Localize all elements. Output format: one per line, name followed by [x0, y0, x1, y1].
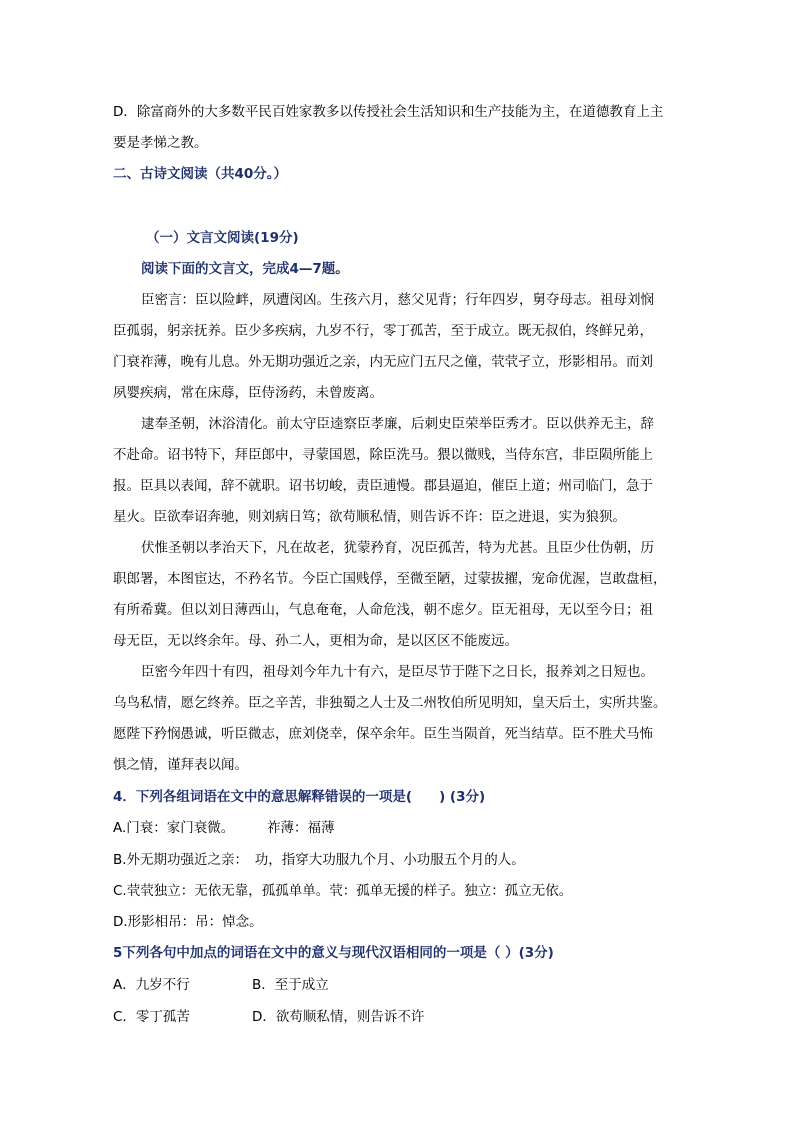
question-4-option-a-second: 祚薄：福薄 [267, 820, 335, 836]
question-5-option-a: A．九岁不行 [113, 977, 190, 993]
question-5-stem: 5下列各句中加点的词语在文中的意义与现代汉语相同的一项是（ ）(3分) [113, 945, 554, 961]
question-4-option-c: C.茕茕独立：无依无靠，孤孤单单。茕：孤单无援的样子。独立：孤立无依。 [113, 883, 573, 899]
passage-p4-line: 惧之情，谨拜表以闻。 [113, 757, 248, 773]
passage-p1-line: 门衰祚薄，晚有儿息。外无期功强近之亲，内无应门五尺之僮，茕茕孑立，形影相吊。而刘 [113, 354, 653, 370]
option-d-line2: 要是孝悌之教。 [113, 135, 208, 151]
passage-p2-line: 星火。臣欲奉诏奔驰，则刘病日笃；欲苟顺私情，则告诉不许：臣之进退，实为狼狈。 [113, 509, 626, 525]
passage-p4-line: 愿陛下矜悯愚诚，听臣微志，庶刘侥幸，保卒余年。臣生当陨首，死当结草。臣不胜犬马怖 [113, 726, 653, 742]
passage-p4-line: 乌鸟私情，愿乞终养。臣之辛苦，非独蜀之人士及二州牧伯所见明知，皇天后土，实所共鉴。 [113, 695, 667, 711]
passage-p3-line: 职郎署，本图宦达，不矜名节。今臣亡国贱俘，至微至陋，过蒙拔擢，宠命优渥，岂敢盘桓， [113, 571, 667, 587]
passage-p2-line: 不赴命。诏书特下，拜臣郎中，寻蒙国恩，除臣洗马。猥以微贱，当侍东宫，非臣陨所能上 [113, 447, 653, 463]
passage-p3-line: 伏惟圣朝以孝治天下，凡在故老，犹蒙矜育，况臣孤苦，特为尤甚。且臣少仕伪朝，历 [141, 540, 654, 556]
option-d-line1: D．除富商外的大多数平民百姓家教多以传授社会生活知识和生产技能为主，在道德教育上主 [113, 104, 664, 120]
question-4-option-b: B.外无期功强近之亲： 功，指穿大功服九个月、小功服五个月的人。 [113, 852, 525, 868]
question-5-option-b: B．至于成立 [252, 977, 329, 993]
question-4-option-a: A.门衰：家门衰微。 [113, 820, 235, 836]
passage-p3-line: 有所希冀。但以刘日薄西山，气息奄奄，人命危浅，朝不虑夕。臣无祖母，无以至今日；祖 [113, 602, 653, 618]
passage-p4-line: 臣密今年四十有四，祖母刘今年九十有六，是臣尽节于陛下之日长，报养刘之日短也。 [141, 664, 654, 680]
passage-p2-line: 逮奉圣朝，沐浴清化。前太守臣逵察臣孝廉，后刺史臣荣举臣秀才。臣以供养无主，辞 [141, 416, 654, 432]
question-5-option-c: C．零丁孤苦 [113, 1009, 190, 1025]
passage-p1-line: 臣孤弱，躬亲抚养。臣少多疾病，九岁不行，零丁孤苦，至于成立。既无叔伯，终鲜兄弟， [113, 323, 653, 339]
passage-p3-line: 母无臣，无以终余年。母、孙二人，更相为命，是以区区不能废远。 [113, 633, 518, 649]
subsection-title: （一）文言文阅读(19分) [146, 230, 299, 246]
passage-p2-line: 报。臣具以表闻，辞不就职。诏书切峻，责臣逋慢。郡县逼迫，催臣上道；州司临门，急于 [113, 478, 653, 494]
instruction: 阅读下面的文言文，完成4—7题。 [141, 261, 349, 277]
question-4-option-d: D.形影相吊：吊：悼念。 [113, 914, 263, 930]
question-4-stem: 4．下列各组词语在文中的意思解释错误的一项是( ) (3分) [113, 789, 486, 805]
passage-p1-line: 夙婴疾病，常在床蓐，臣侍汤药，未曾废离。 [113, 385, 383, 401]
question-5-option-d: D．欲苟顺私情，则告诉不许 [252, 1009, 425, 1025]
section-title: 二、古诗文阅读（共40分。） [113, 166, 288, 182]
passage-p1-line: 臣密言：臣以险衅，夙遭闵凶。生孩六月，慈父见背；行年四岁，舅夺母志。祖母刘悯 [141, 292, 654, 308]
